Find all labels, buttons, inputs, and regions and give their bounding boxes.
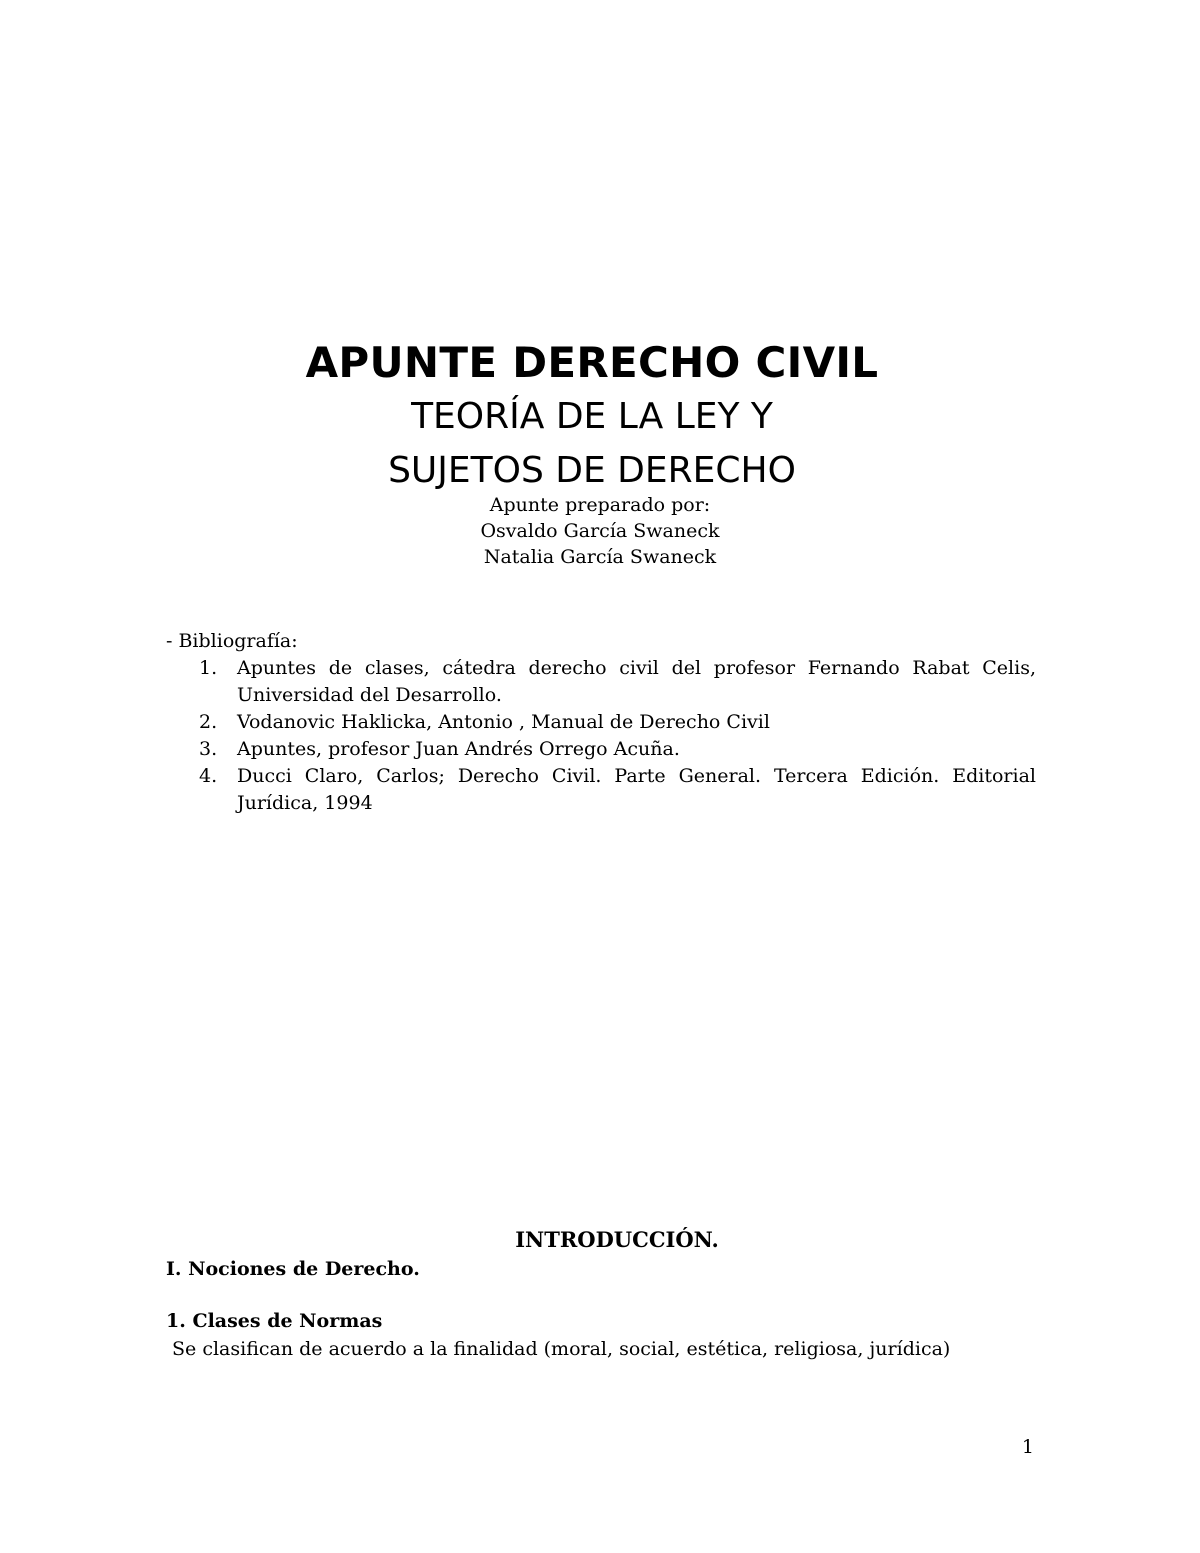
author-name: Natalia García Swaneck bbox=[483, 546, 717, 568]
bibliography-item-number: 2. bbox=[199, 711, 218, 733]
section-heading: I. Nociones de Derecho. bbox=[166, 1258, 420, 1280]
bibliography-item-number: 3. bbox=[199, 738, 218, 760]
document-subtitle-line-1: TEORÍA DE LA LEY Y bbox=[411, 396, 773, 437]
prepared-by-block bbox=[0, 492, 1200, 570]
prepared-by-label: Apunte preparado por: bbox=[489, 494, 711, 516]
author-name: Osvaldo García Swaneck bbox=[480, 520, 720, 542]
document-subtitle-line-2: SUJETOS DE DERECHO bbox=[388, 450, 796, 491]
bibliography-item bbox=[166, 655, 1036, 709]
bibliography-list bbox=[166, 655, 1036, 817]
subsection-heading: 1. Clases de Normas bbox=[166, 1310, 383, 1332]
bibliography-heading: - Bibliografía: bbox=[166, 630, 298, 652]
title-block bbox=[0, 336, 1184, 498]
bibliography-item bbox=[166, 763, 1036, 817]
bibliography-section bbox=[166, 628, 1036, 817]
bibliography-item-number: 4. bbox=[199, 765, 218, 787]
page-number: 1 bbox=[1021, 1436, 1034, 1458]
document-title: APUNTE DERECHO CIVIL bbox=[305, 338, 879, 387]
body-paragraph: Se clasifican de acuerdo a la finalidad (moral, social, estética, religiosa, jurídica) bbox=[166, 1338, 951, 1360]
bibliography-item-text: Vodanovic Haklicka, Antonio , Manual de Derecho Civil bbox=[237, 711, 770, 733]
bibliography-item bbox=[166, 736, 1036, 763]
bibliography-item-text: Ducci Claro, Carlos; Derecho Civil. Parte General. Tercera Edición. Editorial Jurídica, 1994 bbox=[237, 765, 1036, 814]
bibliography-item-text: Apuntes de clases, cátedra derecho civil del profesor Fernando Rabat Celis, Universidad del Desarrollo. bbox=[237, 657, 1036, 706]
bibliography-item bbox=[166, 709, 1036, 736]
bibliography-item-text: Apuntes, profesor Juan Andrés Orrego Acuña. bbox=[237, 738, 680, 760]
introduction-heading: INTRODUCCIÓN. bbox=[515, 1227, 719, 1252]
bibliography-item-number: 1. bbox=[199, 657, 218, 679]
